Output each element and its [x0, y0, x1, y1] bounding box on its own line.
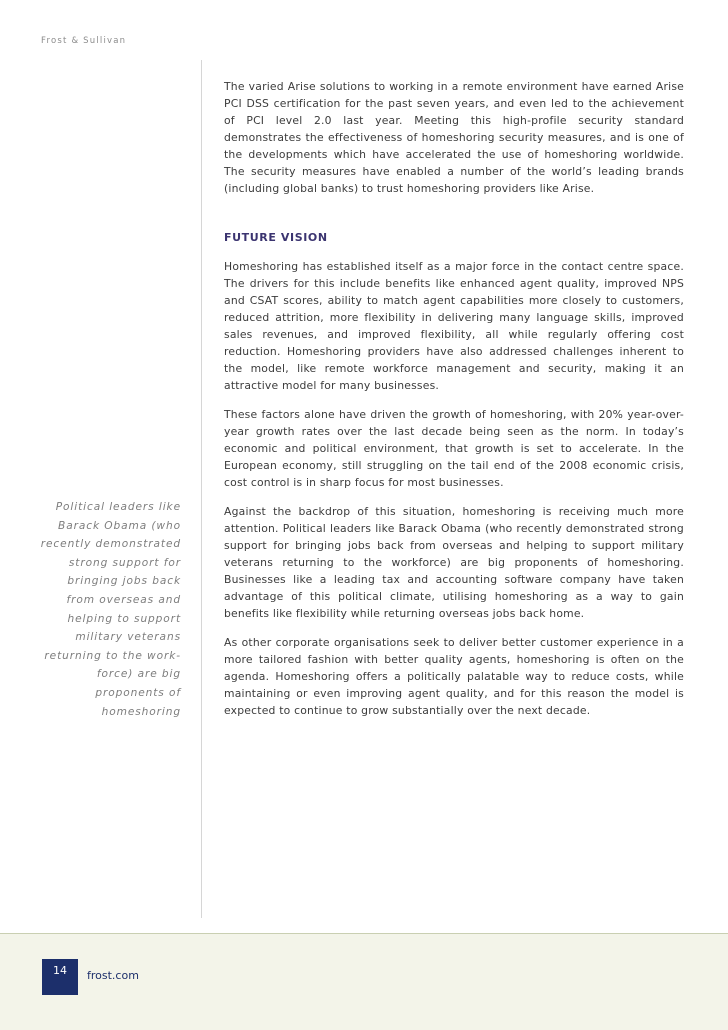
pull-quote: Political leaders like Barack Obama (who recently demonstrated strong support for bringing jobs back from overseas and helping to support military veterans returning to the work-force) are big proponents of homeshoring	[40, 501, 181, 718]
running-header: Frost & Sullivan	[41, 36, 127, 46]
body-paragraph: Against the backdrop of this situation, homeshoring is receiving much more attention. Political leaders like Barack Obama (who recently demonstrated strong support for bringing jobs back from overseas and helping to support military veterans returning to the workforce) are big proponents of homeshoring. Businesses like a leading tax and accounting software company have taken advantage of this political climate, utilising homeshoring as a way to gain benefits like flexibility while returning overseas jobs back home.	[224, 505, 684, 620]
intro-paragraph: The varied Arise solutions to working in a remote environment have earned Arise PCI DSS certification for the past seven years, and even led to the achievement of PCI level 2.0 last year. Meeting this high-profile security standard demonstrates the effectiveness of homeshoring security measures, and is one of the developments which have accelerated the use of homeshoring worldwide. The security measures have enabled a number of the world’s leading brands (including global banks) to trust homeshoring providers like Arise.	[224, 80, 684, 195]
footer-site-link[interactable]: frost.com	[87, 969, 139, 982]
section-heading: FUTURE VISION	[224, 231, 328, 244]
body-paragraph: Homeshoring has established itself as a major force in the contact centre space. The drivers for this include benefits like enhanced agent quality, improved NPS and CSAT scores, ability to match agent capabilities more closely to customers, reduced attrition, more flexibility in delivering many language skills, improved sales revenues, and improved flexibility, all while regularly offering cost reduction. Homeshoring providers have also addressed challenges inherent to the model, like remote workforce management and security, making it an attractive model for many businesses.	[224, 260, 684, 392]
footer-band	[0, 934, 728, 1030]
page-number: 14	[42, 959, 78, 995]
column-divider	[201, 60, 202, 918]
body-paragraph: As other corporate organisations seek to deliver better customer experience in a more tailored fashion with better quality agents, homeshoring is often on the agenda. Homeshoring offers a politically palatable way to reduce costs, while maintaining or even improving agent quality, and for this reason the model is expected to continue to grow substantially over the next decade.	[224, 636, 684, 717]
body-paragraph: These factors alone have driven the growth of homeshoring, with 20% year-over-year growth rates over the last decade being seen as the norm. In today’s economic and political environment, that growth is set to accelerate. In the European economy, still struggling on the tail end of the 2008 economic crisis, cost control is in sharp focus for most businesses.	[224, 408, 684, 489]
main-column	[224, 78, 684, 731]
